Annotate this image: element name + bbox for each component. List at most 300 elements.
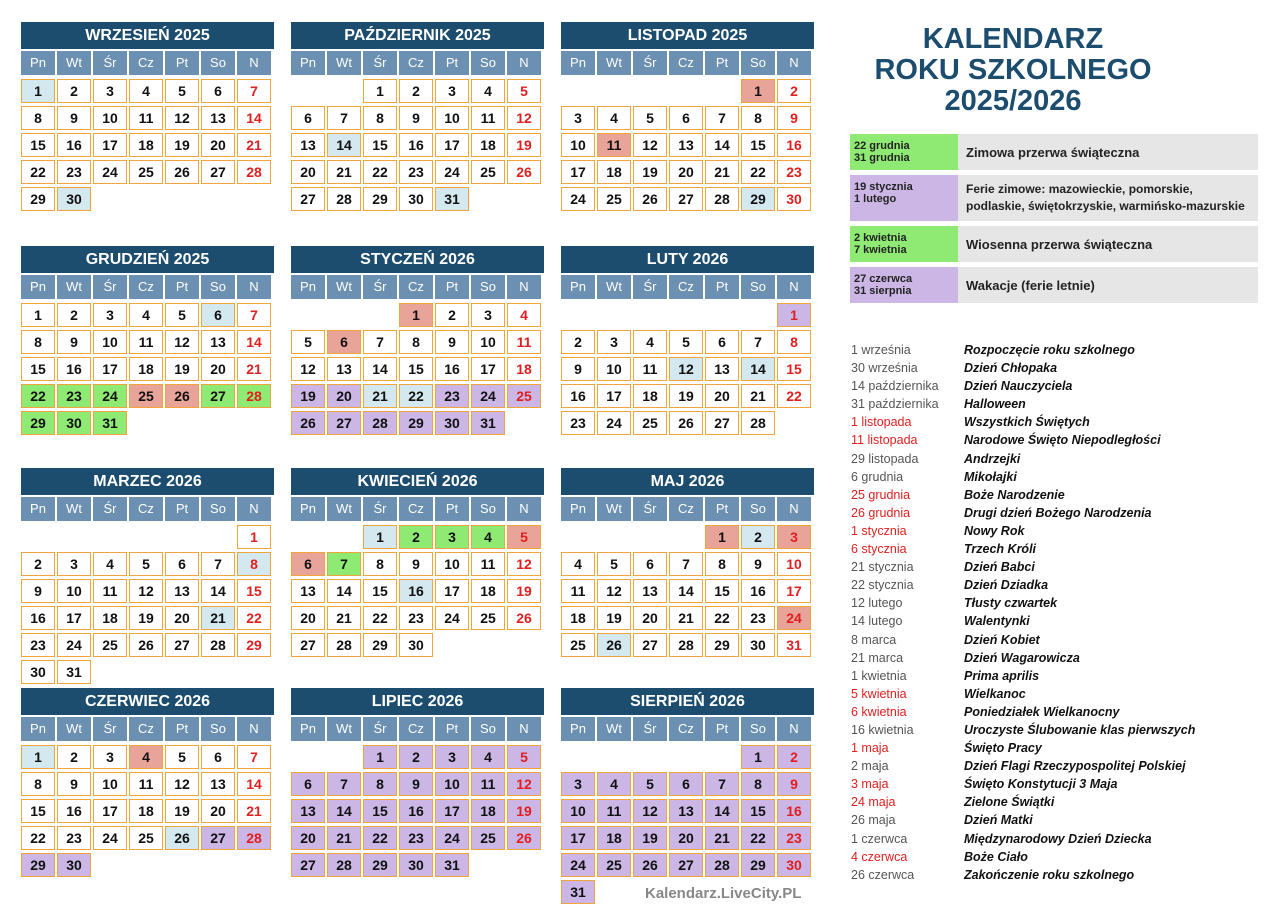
day-cell: 16 bbox=[777, 133, 811, 157]
holiday-date: 21 marca bbox=[851, 650, 904, 665]
day-cell: 6 bbox=[327, 330, 361, 354]
holiday-row bbox=[851, 468, 1271, 486]
day-cell: 16 bbox=[399, 579, 433, 603]
legend-dates bbox=[850, 226, 958, 262]
weekday-label: Śr bbox=[93, 717, 127, 741]
weekday-label: Wt bbox=[327, 717, 361, 741]
weekday-label: Pt bbox=[705, 717, 739, 741]
day-cell: 30 bbox=[777, 187, 811, 211]
legend-date-end: 1 lutego bbox=[854, 193, 897, 205]
day-cell: 4 bbox=[507, 303, 541, 327]
day-cell: 29 bbox=[399, 411, 433, 435]
day-cell: 7 bbox=[669, 552, 703, 576]
weekday-header bbox=[291, 717, 544, 743]
day-cell: 17 bbox=[93, 133, 127, 157]
day-cell: 14 bbox=[327, 799, 361, 823]
holiday-name: Międzynarodowy Dzień Dziecka bbox=[964, 831, 1152, 846]
day-cell: 7 bbox=[327, 772, 361, 796]
holiday-date: 1 listopada bbox=[851, 415, 912, 430]
day-cell: 25 bbox=[633, 411, 667, 435]
day-cell: 19 bbox=[597, 606, 631, 630]
day-cell: 19 bbox=[507, 799, 541, 823]
weekday-label: Cz bbox=[129, 51, 163, 75]
holiday-row bbox=[851, 848, 1271, 866]
weekday-label: Wt bbox=[597, 497, 631, 521]
day-cell: 29 bbox=[741, 853, 775, 877]
day-cell: 20 bbox=[201, 133, 235, 157]
day-cell: 30 bbox=[21, 660, 55, 684]
day-cell: 15 bbox=[363, 133, 397, 157]
day-cell: 14 bbox=[237, 106, 271, 130]
month-block bbox=[291, 468, 544, 697]
day-cell: 4 bbox=[93, 552, 127, 576]
day-cell: 31 bbox=[435, 187, 469, 211]
month-title: PAŹDZIERNIK 2025 bbox=[291, 22, 544, 49]
legend-dates bbox=[850, 267, 958, 303]
holiday-name: Prima aprilis bbox=[964, 668, 1040, 683]
day-cell: 9 bbox=[57, 330, 91, 354]
day-cell: 11 bbox=[471, 772, 505, 796]
day-cell: 24 bbox=[597, 411, 631, 435]
day-cell: 6 bbox=[165, 552, 199, 576]
day-cell: 26 bbox=[507, 160, 541, 184]
weekday-header bbox=[21, 275, 274, 301]
day-cell: 30 bbox=[57, 853, 91, 877]
day-cell: 8 bbox=[777, 330, 811, 354]
day-cell: 6 bbox=[291, 552, 325, 576]
holiday-name: Dzień Flagi Rzeczypospolitej Polskiej bbox=[964, 759, 1186, 774]
day-cell: 13 bbox=[201, 106, 235, 130]
day-cell: 23 bbox=[777, 160, 811, 184]
day-cell: 20 bbox=[201, 357, 235, 381]
holiday-name: Dzień Babci bbox=[964, 560, 1035, 575]
day-cell: 24 bbox=[57, 633, 91, 657]
day-cell: 16 bbox=[57, 133, 91, 157]
holiday-list bbox=[851, 341, 1271, 884]
day-cell: 11 bbox=[93, 579, 127, 603]
holiday-name: Nowy Rok bbox=[964, 523, 1025, 538]
day-cell: 16 bbox=[21, 606, 55, 630]
holiday-row bbox=[851, 667, 1271, 685]
day-cell: 8 bbox=[363, 106, 397, 130]
holiday-row bbox=[851, 757, 1271, 775]
weekday-label: Pt bbox=[165, 497, 199, 521]
weekday-label: So bbox=[201, 51, 235, 75]
weekday-header bbox=[561, 497, 814, 523]
holiday-row bbox=[851, 866, 1271, 884]
day-cell: 9 bbox=[561, 357, 595, 381]
weekday-label: Pn bbox=[21, 51, 55, 75]
day-cell: 14 bbox=[327, 133, 361, 157]
day-cell: 6 bbox=[669, 772, 703, 796]
weekday-label: Śr bbox=[93, 497, 127, 521]
day-cell: 28 bbox=[705, 187, 739, 211]
day-cell: 12 bbox=[507, 772, 541, 796]
month-block bbox=[21, 688, 274, 917]
weekday-header bbox=[21, 717, 274, 743]
day-cell: 7 bbox=[237, 79, 271, 103]
weekday-label: Pn bbox=[561, 497, 595, 521]
holiday-name: Rozpoczęcie roku szkolnego bbox=[964, 343, 1135, 357]
holiday-row bbox=[851, 504, 1271, 522]
month-title: SIERPIEŃ 2026 bbox=[561, 688, 814, 715]
day-cell: 29 bbox=[363, 853, 397, 877]
weekday-label: Pn bbox=[561, 275, 595, 299]
day-cell: 9 bbox=[399, 106, 433, 130]
day-cell: 12 bbox=[165, 330, 199, 354]
day-cell: 8 bbox=[363, 772, 397, 796]
day-cell: 26 bbox=[597, 633, 631, 657]
weekday-label: So bbox=[201, 497, 235, 521]
day-cell: 5 bbox=[633, 106, 667, 130]
day-cell: 27 bbox=[327, 411, 361, 435]
day-cell: 9 bbox=[399, 552, 433, 576]
weekday-label: N bbox=[507, 275, 541, 299]
legend-dates bbox=[850, 134, 958, 170]
day-cell: 26 bbox=[165, 826, 199, 850]
day-cell: 28 bbox=[237, 826, 271, 850]
day-cell: 13 bbox=[201, 772, 235, 796]
day-cell: 1 bbox=[363, 745, 397, 769]
weekday-label: Pt bbox=[705, 497, 739, 521]
weekday-label: So bbox=[201, 275, 235, 299]
day-cell: 22 bbox=[21, 826, 55, 850]
day-cell: 23 bbox=[561, 411, 595, 435]
weekday-label: So bbox=[471, 717, 505, 741]
day-cell: 2 bbox=[57, 303, 91, 327]
day-cell: 6 bbox=[669, 106, 703, 130]
day-cell: 12 bbox=[165, 106, 199, 130]
day-cell: 2 bbox=[741, 525, 775, 549]
day-cell: 12 bbox=[633, 133, 667, 157]
day-cell: 11 bbox=[507, 330, 541, 354]
day-cell: 12 bbox=[129, 579, 163, 603]
day-cell: 3 bbox=[471, 303, 505, 327]
day-cell: 9 bbox=[741, 552, 775, 576]
month-block bbox=[21, 22, 274, 251]
month-title: LUTY 2026 bbox=[561, 246, 814, 273]
weekday-label: N bbox=[507, 497, 541, 521]
day-cell: 21 bbox=[237, 357, 271, 381]
legend-date-end: 31 sierpnia bbox=[854, 285, 912, 297]
legend-description: Wiosenna przerwa świąteczna bbox=[958, 226, 1258, 262]
weekday-label: Pt bbox=[165, 275, 199, 299]
page-title bbox=[863, 24, 1163, 117]
weekday-label: Śr bbox=[633, 275, 667, 299]
day-cell: 17 bbox=[435, 579, 469, 603]
day-cell: 27 bbox=[201, 826, 235, 850]
day-cell: 7 bbox=[327, 552, 361, 576]
day-cell: 28 bbox=[237, 160, 271, 184]
day-cell: 29 bbox=[705, 633, 739, 657]
day-cell: 4 bbox=[561, 552, 595, 576]
weekday-label: Pn bbox=[291, 275, 325, 299]
day-cell: 13 bbox=[669, 799, 703, 823]
day-cell: 22 bbox=[237, 606, 271, 630]
day-cell: 1 bbox=[399, 303, 433, 327]
day-cell: 8 bbox=[237, 552, 271, 576]
day-cell: 26 bbox=[633, 187, 667, 211]
day-cell: 22 bbox=[21, 160, 55, 184]
day-cell: 22 bbox=[363, 606, 397, 630]
day-cell: 7 bbox=[705, 772, 739, 796]
day-cell: 10 bbox=[435, 552, 469, 576]
day-cell: 10 bbox=[93, 772, 127, 796]
holiday-row bbox=[851, 703, 1271, 721]
month-block bbox=[561, 688, 814, 917]
day-cell: 21 bbox=[327, 606, 361, 630]
day-cell: 27 bbox=[291, 633, 325, 657]
weekday-header bbox=[561, 51, 814, 77]
day-cell: 12 bbox=[669, 357, 703, 381]
day-cell: 27 bbox=[201, 160, 235, 184]
day-cell: 22 bbox=[399, 384, 433, 408]
day-cell: 26 bbox=[633, 853, 667, 877]
day-cell: 18 bbox=[471, 133, 505, 157]
holiday-name: Tłusty czwartek bbox=[964, 596, 1058, 611]
weekday-label: Pn bbox=[291, 51, 325, 75]
day-cell: 15 bbox=[741, 799, 775, 823]
weekday-label: So bbox=[741, 717, 775, 741]
holiday-row bbox=[851, 522, 1271, 540]
day-cell: 31 bbox=[561, 880, 595, 904]
day-cell: 20 bbox=[705, 384, 739, 408]
day-cell: 14 bbox=[201, 579, 235, 603]
weekday-label: Śr bbox=[93, 51, 127, 75]
day-cell: 24 bbox=[93, 160, 127, 184]
holiday-row bbox=[851, 649, 1271, 667]
weekday-label: Śr bbox=[93, 275, 127, 299]
day-cell: 20 bbox=[201, 799, 235, 823]
day-cell: 21 bbox=[237, 133, 271, 157]
day-cell: 19 bbox=[165, 133, 199, 157]
month-block bbox=[561, 468, 814, 697]
day-grid bbox=[561, 523, 814, 697]
day-cell: 19 bbox=[165, 799, 199, 823]
day-cell: 27 bbox=[291, 853, 325, 877]
weekday-label: Wt bbox=[327, 51, 361, 75]
day-cell: 29 bbox=[21, 187, 55, 211]
holiday-name: Boże Narodzenie bbox=[964, 487, 1065, 502]
weekday-header bbox=[21, 497, 274, 523]
day-cell: 4 bbox=[129, 303, 163, 327]
day-cell: 10 bbox=[93, 106, 127, 130]
day-cell: 10 bbox=[57, 579, 91, 603]
month-block bbox=[561, 246, 814, 475]
holiday-name: Dzień Dziadka bbox=[964, 578, 1049, 593]
day-cell: 19 bbox=[507, 579, 541, 603]
legend bbox=[850, 134, 1258, 308]
holiday-row bbox=[851, 721, 1271, 739]
day-cell: 4 bbox=[597, 106, 631, 130]
day-cell: 10 bbox=[435, 772, 469, 796]
day-cell: 10 bbox=[471, 330, 505, 354]
day-cell: 18 bbox=[93, 606, 127, 630]
weekday-label: N bbox=[777, 717, 811, 741]
holiday-name: Dzień Kobiet bbox=[964, 632, 1040, 647]
holiday-row bbox=[851, 341, 1271, 359]
day-cell: 5 bbox=[129, 552, 163, 576]
month-title: MAJ 2026 bbox=[561, 468, 814, 495]
day-cell: 9 bbox=[57, 772, 91, 796]
day-grid bbox=[291, 301, 544, 475]
day-cell: 8 bbox=[363, 552, 397, 576]
day-cell: 23 bbox=[21, 633, 55, 657]
day-cell: 23 bbox=[399, 826, 433, 850]
day-cell: 25 bbox=[471, 826, 505, 850]
day-grid bbox=[21, 301, 274, 475]
day-cell: 2 bbox=[561, 330, 595, 354]
day-cell: 30 bbox=[399, 633, 433, 657]
day-cell: 11 bbox=[597, 133, 631, 157]
day-cell: 2 bbox=[399, 745, 433, 769]
month-block bbox=[291, 22, 544, 251]
holiday-date: 6 kwietnia bbox=[851, 704, 907, 719]
day-cell: 28 bbox=[327, 633, 361, 657]
weekday-label: Cz bbox=[129, 497, 163, 521]
holiday-date: 3 maja bbox=[851, 777, 889, 792]
day-cell: 14 bbox=[669, 579, 703, 603]
day-cell: 31 bbox=[471, 411, 505, 435]
holiday-date: 25 grudnia bbox=[851, 487, 911, 502]
day-cell: 5 bbox=[597, 552, 631, 576]
day-cell: 23 bbox=[399, 606, 433, 630]
day-cell: 8 bbox=[741, 106, 775, 130]
day-cell: 2 bbox=[399, 525, 433, 549]
weekday-label: N bbox=[777, 51, 811, 75]
day-cell: 1 bbox=[741, 745, 775, 769]
day-cell: 12 bbox=[507, 552, 541, 576]
day-cell: 7 bbox=[741, 330, 775, 354]
day-cell: 30 bbox=[57, 411, 91, 435]
day-cell: 8 bbox=[741, 772, 775, 796]
day-cell: 7 bbox=[237, 745, 271, 769]
holiday-date: 29 listopada bbox=[851, 451, 919, 466]
day-cell: 27 bbox=[201, 384, 235, 408]
day-cell: 19 bbox=[507, 133, 541, 157]
day-cell: 23 bbox=[57, 160, 91, 184]
day-cell: 24 bbox=[561, 853, 595, 877]
day-cell: 25 bbox=[93, 633, 127, 657]
day-cell: 9 bbox=[57, 106, 91, 130]
holiday-name: Boże Ciało bbox=[964, 849, 1028, 864]
weekday-header bbox=[561, 275, 814, 301]
day-cell: 2 bbox=[399, 79, 433, 103]
weekday-label: Cz bbox=[129, 275, 163, 299]
day-cell: 1 bbox=[363, 79, 397, 103]
day-cell: 25 bbox=[597, 853, 631, 877]
weekday-label: Wt bbox=[597, 717, 631, 741]
day-cell: 28 bbox=[705, 853, 739, 877]
weekday-label: N bbox=[237, 497, 271, 521]
holiday-name: Halloween bbox=[964, 397, 1026, 412]
month-title: LISTOPAD 2025 bbox=[561, 22, 814, 49]
weekday-label: Cz bbox=[399, 275, 433, 299]
day-cell: 28 bbox=[669, 633, 703, 657]
day-cell: 26 bbox=[165, 384, 199, 408]
day-cell: 18 bbox=[561, 606, 595, 630]
holiday-date: 1 stycznia bbox=[851, 523, 907, 538]
holiday-date: 26 czerwca bbox=[851, 867, 915, 882]
holiday-name: Zielone Świątki bbox=[964, 795, 1055, 810]
day-cell: 17 bbox=[93, 357, 127, 381]
month-block bbox=[291, 246, 544, 475]
holiday-row bbox=[851, 377, 1271, 395]
weekday-label: Cz bbox=[399, 51, 433, 75]
holiday-row bbox=[851, 612, 1271, 630]
weekday-label: Pn bbox=[21, 275, 55, 299]
day-cell: 11 bbox=[471, 552, 505, 576]
day-grid bbox=[291, 77, 544, 251]
month-title: GRUDZIEŃ 2025 bbox=[21, 246, 274, 273]
day-cell: 30 bbox=[741, 633, 775, 657]
holiday-date: 21 stycznia bbox=[851, 560, 914, 575]
day-grid bbox=[21, 743, 274, 917]
month-title: LIPIEC 2026 bbox=[291, 688, 544, 715]
day-cell: 22 bbox=[741, 826, 775, 850]
day-cell: 28 bbox=[741, 411, 775, 435]
weekday-label: Pt bbox=[435, 497, 469, 521]
day-cell: 26 bbox=[129, 633, 163, 657]
day-cell: 15 bbox=[21, 799, 55, 823]
day-cell: 31 bbox=[93, 411, 127, 435]
holiday-row bbox=[851, 830, 1271, 848]
holiday-name: Dzień Chłopaka bbox=[964, 361, 1058, 376]
day-cell: 6 bbox=[705, 330, 739, 354]
day-cell: 21 bbox=[669, 606, 703, 630]
holiday-row bbox=[851, 811, 1271, 829]
month-title: WRZESIEŃ 2025 bbox=[21, 22, 274, 49]
weekday-label: So bbox=[741, 275, 775, 299]
day-cell: 20 bbox=[669, 826, 703, 850]
weekday-label: Pt bbox=[435, 275, 469, 299]
holiday-row bbox=[851, 413, 1271, 431]
day-cell: 29 bbox=[237, 633, 271, 657]
weekday-label: Śr bbox=[363, 51, 397, 75]
day-cell: 16 bbox=[435, 357, 469, 381]
day-cell: 23 bbox=[57, 826, 91, 850]
day-cell: 21 bbox=[201, 606, 235, 630]
weekday-label: Pn bbox=[291, 717, 325, 741]
day-cell: 13 bbox=[291, 133, 325, 157]
weekday-label: So bbox=[471, 497, 505, 521]
holiday-name: Uroczyste Ślubowanie klas pierwszych bbox=[964, 722, 1196, 737]
day-cell: 9 bbox=[21, 579, 55, 603]
day-cell: 20 bbox=[291, 160, 325, 184]
day-cell: 22 bbox=[705, 606, 739, 630]
day-cell: 13 bbox=[165, 579, 199, 603]
footer-source: Kalendarz.LiveCity.PL bbox=[645, 885, 802, 902]
weekday-label: Pn bbox=[21, 717, 55, 741]
day-cell: 18 bbox=[129, 133, 163, 157]
day-cell: 16 bbox=[57, 799, 91, 823]
holiday-name: Trzech Króli bbox=[964, 542, 1037, 557]
day-cell: 4 bbox=[129, 745, 163, 769]
day-cell: 10 bbox=[561, 133, 595, 157]
holiday-name: Dzień Wagarowicza bbox=[964, 650, 1080, 665]
day-cell: 17 bbox=[93, 799, 127, 823]
day-cell: 10 bbox=[597, 357, 631, 381]
day-cell: 3 bbox=[597, 330, 631, 354]
day-cell: 17 bbox=[435, 799, 469, 823]
day-cell: 2 bbox=[57, 79, 91, 103]
title-line-2: ROKU SZKOLNEGO bbox=[874, 54, 1152, 86]
weekday-label: Wt bbox=[57, 717, 91, 741]
weekday-label: Śr bbox=[633, 497, 667, 521]
day-cell: 15 bbox=[399, 357, 433, 381]
weekday-label: Cz bbox=[669, 717, 703, 741]
day-cell: 9 bbox=[399, 772, 433, 796]
